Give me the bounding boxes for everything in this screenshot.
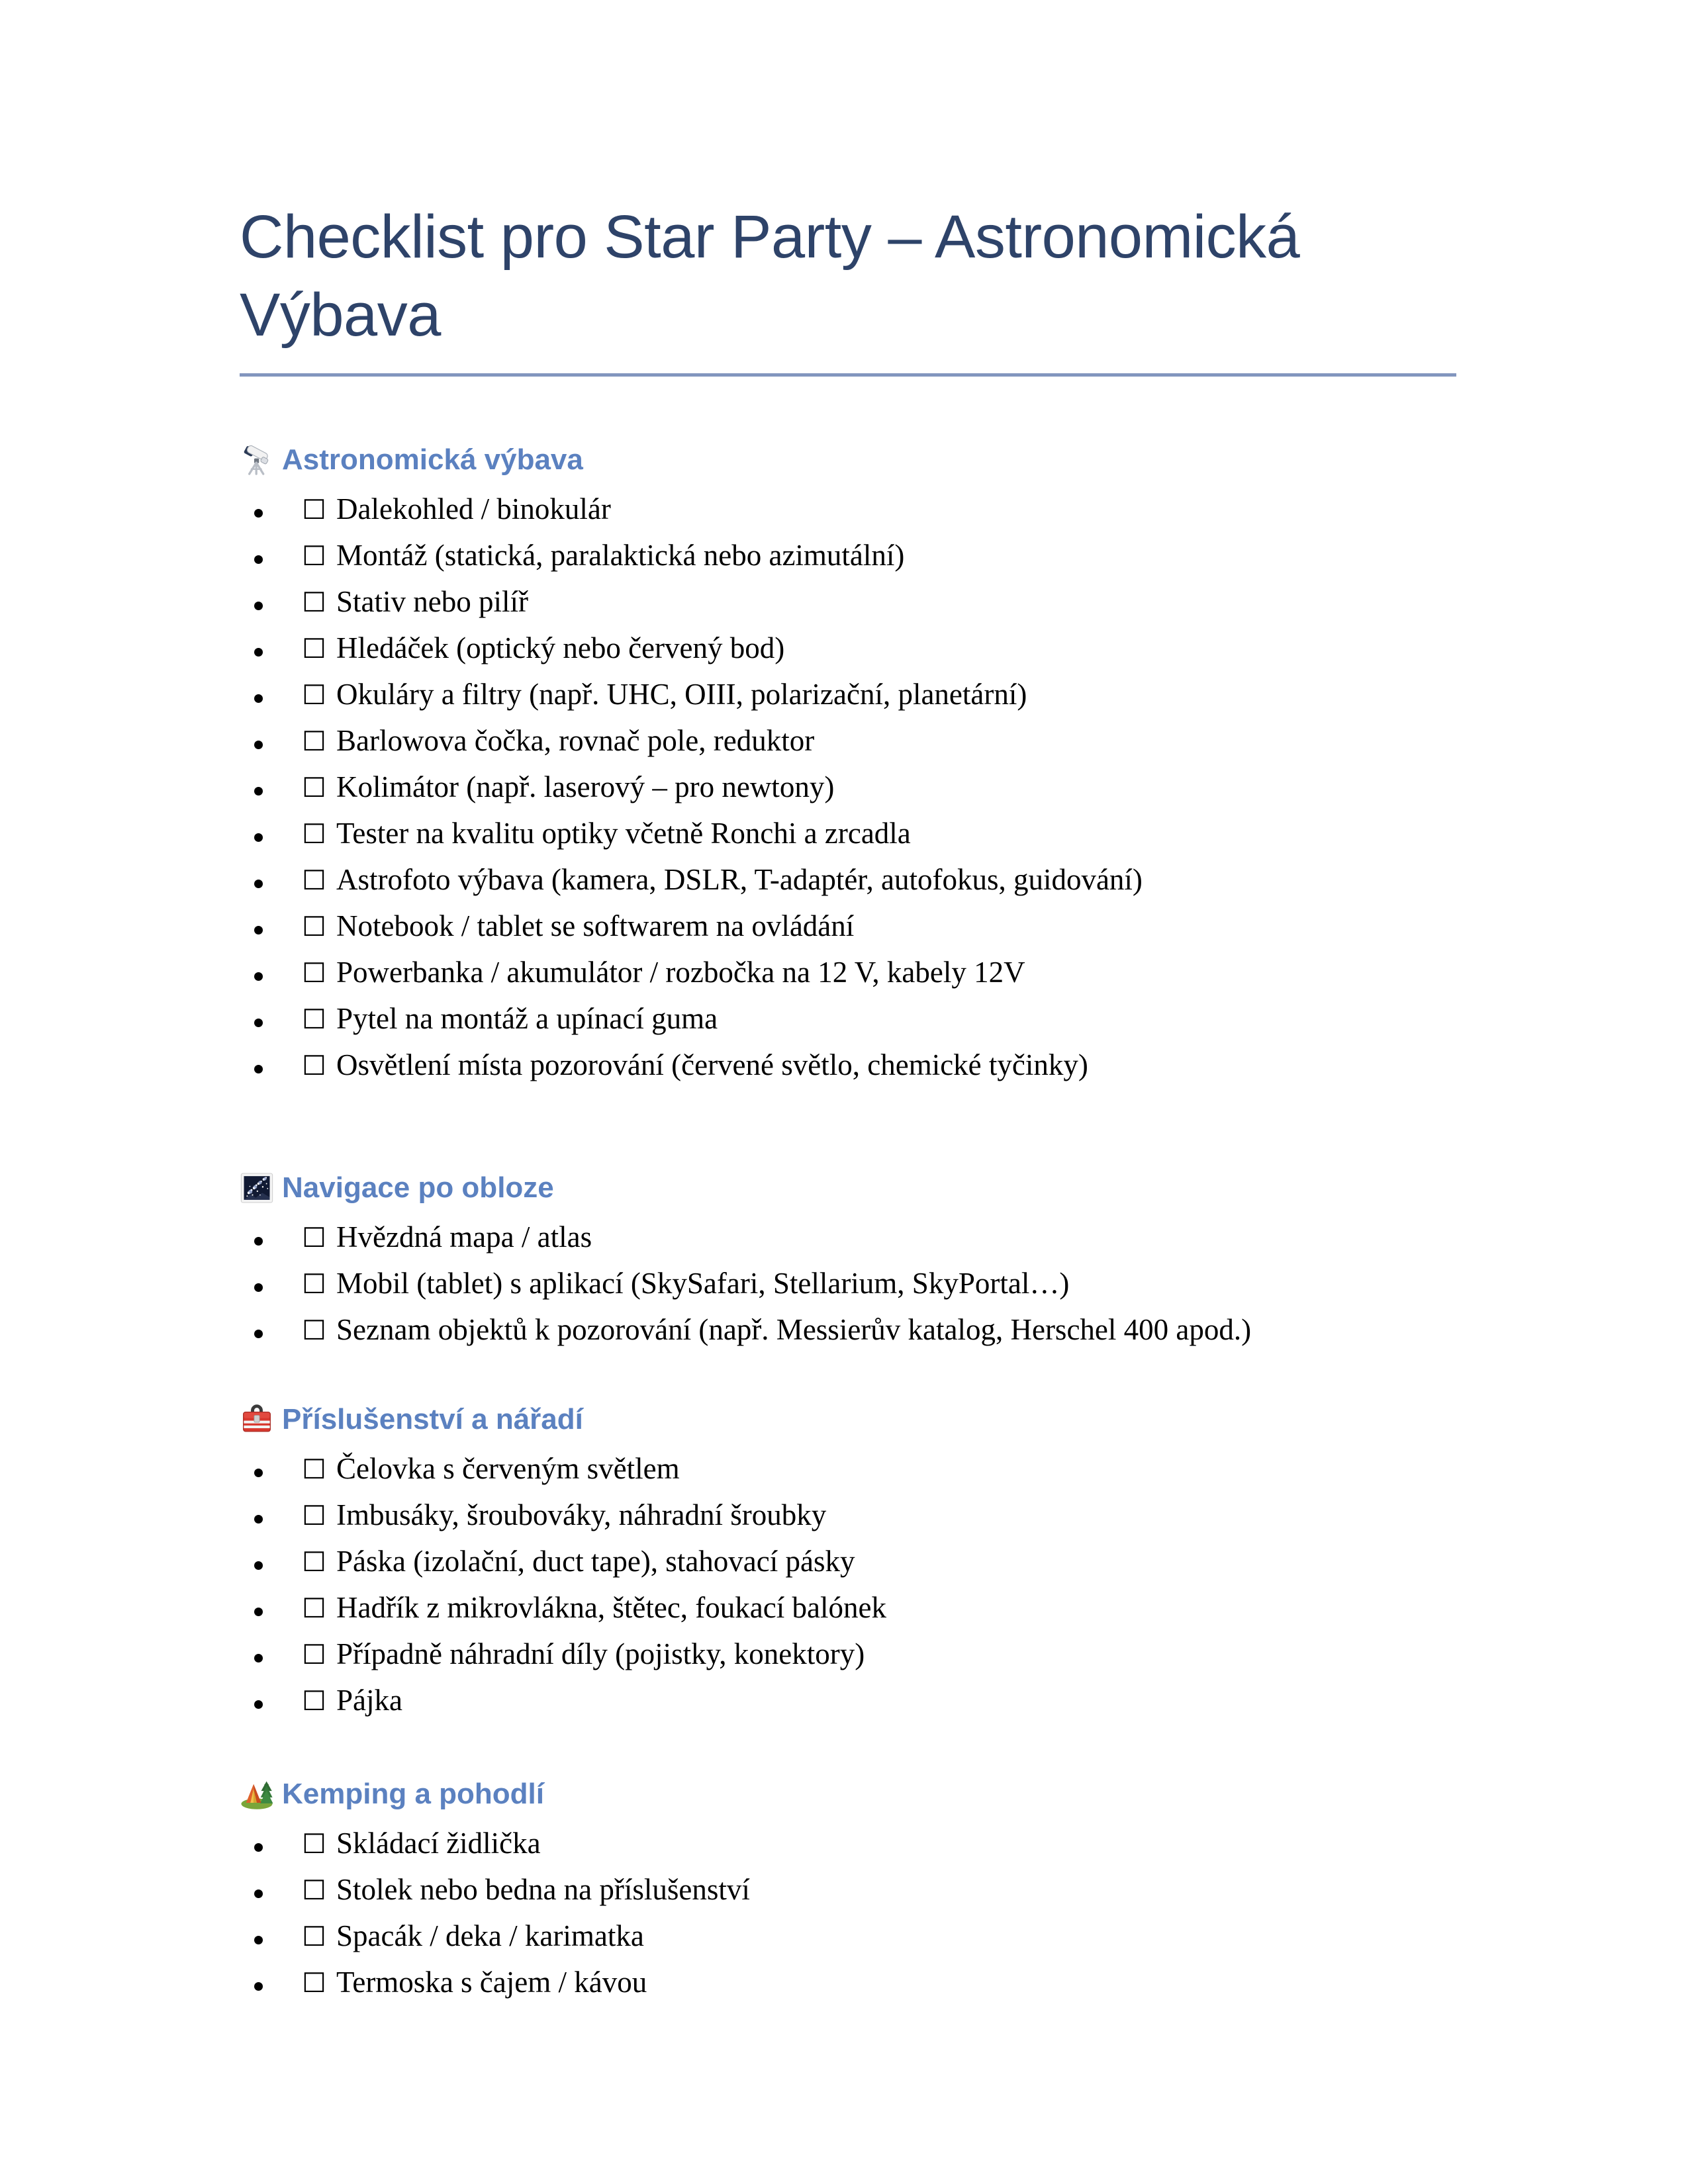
checkbox-icon[interactable]: ☐ bbox=[302, 678, 326, 711]
checkbox-icon[interactable]: ☐ bbox=[302, 817, 326, 850]
bullet-icon bbox=[254, 1889, 263, 1898]
checkbox-icon[interactable]: ☐ bbox=[302, 1453, 326, 1485]
bullet-icon bbox=[254, 509, 263, 518]
toolbox-icon bbox=[240, 1402, 274, 1437]
list-item[interactable] bbox=[240, 1222, 1456, 1269]
spacer bbox=[240, 1732, 1456, 1777]
checklist-section bbox=[240, 1171, 1456, 1361]
checklist bbox=[240, 1222, 1456, 1361]
spacer bbox=[240, 1205, 1456, 1222]
list-item[interactable] bbox=[240, 955, 1456, 1004]
list-item[interactable] bbox=[240, 677, 1456, 726]
list-item-label: Montáž (statická, paralaktická nebo azimutální) bbox=[336, 538, 905, 572]
checklist-sections bbox=[240, 443, 1456, 2014]
section-heading bbox=[240, 443, 1456, 477]
list-item[interactable] bbox=[240, 538, 1456, 587]
section-heading-label: Navigace po obloze bbox=[282, 1171, 554, 1204]
list-item-label: Termoska s čajem / kávou bbox=[336, 1965, 647, 1999]
camping-tent-icon bbox=[240, 1777, 274, 1811]
list-item-label: Stolek nebo bedna na příslušenství bbox=[336, 1872, 750, 1906]
list-item-label: Osvětlení místa pozorování (červené světlo, chemické tyčinky) bbox=[336, 1048, 1088, 1081]
checklist bbox=[240, 494, 1456, 1097]
section-heading-label: Astronomická výbava bbox=[282, 443, 583, 476]
spacer bbox=[240, 1097, 1456, 1171]
bullet-icon bbox=[254, 1654, 263, 1662]
bullet-icon bbox=[254, 1237, 263, 1246]
checkbox-icon[interactable]: ☐ bbox=[302, 725, 326, 757]
list-item[interactable] bbox=[240, 1921, 1456, 1968]
list-item-label: Mobil (tablet) s aplikací (SkySafari, Stellarium, SkyPortal…) bbox=[336, 1266, 1070, 1300]
bullet-icon bbox=[254, 1700, 263, 1709]
list-item[interactable] bbox=[240, 1312, 1456, 1361]
list-item-label: Hadřík z mikrovlákna, štětec, foukací balónek bbox=[336, 1590, 886, 1624]
bullet-icon bbox=[254, 741, 263, 749]
checkbox-icon[interactable]: ☐ bbox=[302, 1314, 326, 1346]
bullet-icon bbox=[254, 1065, 263, 1073]
spacer bbox=[240, 377, 1456, 443]
list-item-label: Seznam objektů k pozorování (např. Messierův katalog, Herschel 400 apod.) bbox=[336, 1312, 1252, 1346]
checkbox-icon[interactable]: ☐ bbox=[302, 956, 326, 989]
list-item[interactable] bbox=[240, 862, 1456, 911]
checkbox-icon[interactable]: ☐ bbox=[302, 1638, 326, 1670]
bullet-icon bbox=[254, 833, 263, 842]
bullet-icon bbox=[254, 1469, 263, 1477]
list-item[interactable] bbox=[240, 1639, 1456, 1686]
list-item[interactable] bbox=[240, 772, 1456, 819]
bullet-icon bbox=[254, 555, 263, 564]
list-item-label: Tester na kvalitu optiky včetně Ronchi a zrcadla bbox=[336, 816, 911, 850]
spacer bbox=[240, 1437, 1456, 1454]
milky-way-icon bbox=[240, 1171, 274, 1205]
list-item-label: Hvězdná mapa / atlas bbox=[336, 1220, 592, 1253]
list-item[interactable] bbox=[240, 494, 1456, 541]
list-item[interactable] bbox=[240, 1965, 1456, 2014]
section-heading bbox=[240, 1171, 1456, 1205]
bullet-icon bbox=[254, 1330, 263, 1338]
checkbox-icon[interactable]: ☐ bbox=[302, 1049, 326, 1081]
list-item[interactable] bbox=[240, 723, 1456, 772]
list-item-label: Notebook / tablet se softwarem na ovládání bbox=[336, 909, 855, 942]
checkbox-icon[interactable]: ☐ bbox=[302, 1684, 326, 1717]
checkbox-icon[interactable]: ☐ bbox=[302, 1827, 326, 1860]
list-item-label: Powerbanka / akumulátor / rozbočka na 12 V, kabely 12V bbox=[336, 955, 1025, 989]
list-item-label: Kolimátor (např. laserový – pro newtony) bbox=[336, 770, 835, 803]
checkbox-icon[interactable]: ☐ bbox=[302, 1592, 326, 1624]
checklist-section bbox=[240, 443, 1456, 1097]
bullet-icon bbox=[254, 648, 263, 657]
checkbox-icon[interactable]: ☐ bbox=[302, 1003, 326, 1035]
checkbox-icon[interactable]: ☐ bbox=[302, 493, 326, 525]
list-item-label: Pytel na montáž a upínací guma bbox=[336, 1001, 718, 1035]
list-item-label: Imbusáky, šroubováky, náhradní šroubky bbox=[336, 1498, 827, 1531]
list-item-label: Hledáček (optický nebo červený bod) bbox=[336, 631, 785, 664]
checkbox-icon[interactable]: ☐ bbox=[302, 586, 326, 618]
checklist-section bbox=[240, 1777, 1456, 2014]
section-heading bbox=[240, 1777, 1456, 1811]
list-item-label: Páska (izolační, duct tape), stahovací pásky bbox=[336, 1544, 855, 1578]
checkbox-icon[interactable]: ☐ bbox=[302, 1874, 326, 1906]
list-item-label: Pájka bbox=[336, 1683, 402, 1717]
bullet-icon bbox=[254, 1982, 263, 1991]
bullet-icon bbox=[254, 972, 263, 981]
spacer bbox=[240, 477, 1456, 494]
page-title: Checklist pro Star Party – Astronomická Výbava bbox=[240, 203, 1300, 349]
list-item-label: Čelovka s červeným světlem bbox=[336, 1451, 680, 1485]
checkbox-icon[interactable]: ☐ bbox=[302, 1499, 326, 1531]
checkbox-icon[interactable]: ☐ bbox=[302, 864, 326, 896]
checkbox-icon[interactable]: ☐ bbox=[302, 632, 326, 664]
checkbox-icon[interactable]: ☐ bbox=[302, 1966, 326, 1999]
section-heading-label: Kemping a pohodlí bbox=[282, 1777, 544, 1810]
list-item[interactable] bbox=[240, 1001, 1456, 1050]
list-item-label: Stativ nebo pilíř bbox=[336, 584, 528, 618]
list-item-label: Okuláry a filtry (např. UHC, OIII, polarizační, planetární) bbox=[336, 677, 1027, 711]
checkbox-icon[interactable]: ☐ bbox=[302, 1267, 326, 1300]
checkbox-icon[interactable]: ☐ bbox=[302, 771, 326, 803]
list-item[interactable] bbox=[240, 1590, 1456, 1639]
list-item[interactable] bbox=[240, 584, 1456, 633]
list-item-label: Dalekohled / binokulár bbox=[336, 492, 611, 525]
bullet-icon bbox=[254, 787, 263, 796]
section-heading-label: Příslušenství a nářadí bbox=[282, 1402, 583, 1435]
checkbox-icon[interactable]: ☐ bbox=[302, 1221, 326, 1253]
bullet-icon bbox=[254, 1283, 263, 1292]
list-item-label: Astrofoto výbava (kamera, DSLR, T-adaptér, autofokus, guidování) bbox=[336, 862, 1143, 896]
spacer bbox=[240, 1811, 1456, 1829]
bullet-icon bbox=[254, 880, 263, 888]
section-heading bbox=[240, 1402, 1456, 1437]
list-item[interactable] bbox=[240, 1500, 1456, 1547]
bullet-icon bbox=[254, 602, 263, 610]
checkbox-icon[interactable]: ☐ bbox=[302, 1920, 326, 1952]
checkbox-icon[interactable]: ☐ bbox=[302, 539, 326, 572]
list-item[interactable] bbox=[240, 1451, 1456, 1500]
list-item[interactable] bbox=[240, 633, 1456, 680]
list-item-label: Barlowova čočka, rovnač pole, reduktor bbox=[336, 723, 815, 757]
bullet-icon bbox=[254, 694, 263, 703]
bullet-icon bbox=[254, 1936, 263, 1944]
list-item-label: Spacák / deka / karimatka bbox=[336, 1919, 644, 1952]
bullet-icon bbox=[254, 1561, 263, 1570]
list-item[interactable] bbox=[240, 1872, 1456, 1921]
checkbox-icon[interactable]: ☐ bbox=[302, 910, 326, 942]
checklist bbox=[240, 1451, 1456, 1732]
list-item[interactable] bbox=[240, 1544, 1456, 1593]
bullet-icon bbox=[254, 1515, 263, 1524]
checklist bbox=[240, 1826, 1456, 2014]
list-item[interactable] bbox=[240, 1826, 1456, 1875]
bullet-icon bbox=[254, 1843, 263, 1852]
bullet-icon bbox=[254, 1608, 263, 1616]
list-item[interactable] bbox=[240, 1683, 1456, 1732]
list-item[interactable] bbox=[240, 1266, 1456, 1315]
bullet-icon bbox=[254, 1019, 263, 1027]
list-item[interactable] bbox=[240, 911, 1456, 958]
list-item-label: Skládací židlička bbox=[336, 1826, 541, 1860]
telescope-icon bbox=[240, 443, 274, 477]
bullet-icon bbox=[254, 926, 263, 934]
checkbox-icon[interactable]: ☐ bbox=[302, 1545, 326, 1578]
list-item-label: Případně náhradní díly (pojistky, konektory) bbox=[336, 1637, 865, 1670]
spacer bbox=[240, 1361, 1456, 1402]
checklist-section bbox=[240, 1402, 1456, 1732]
list-item[interactable] bbox=[240, 816, 1456, 865]
list-item[interactable] bbox=[240, 1050, 1456, 1097]
